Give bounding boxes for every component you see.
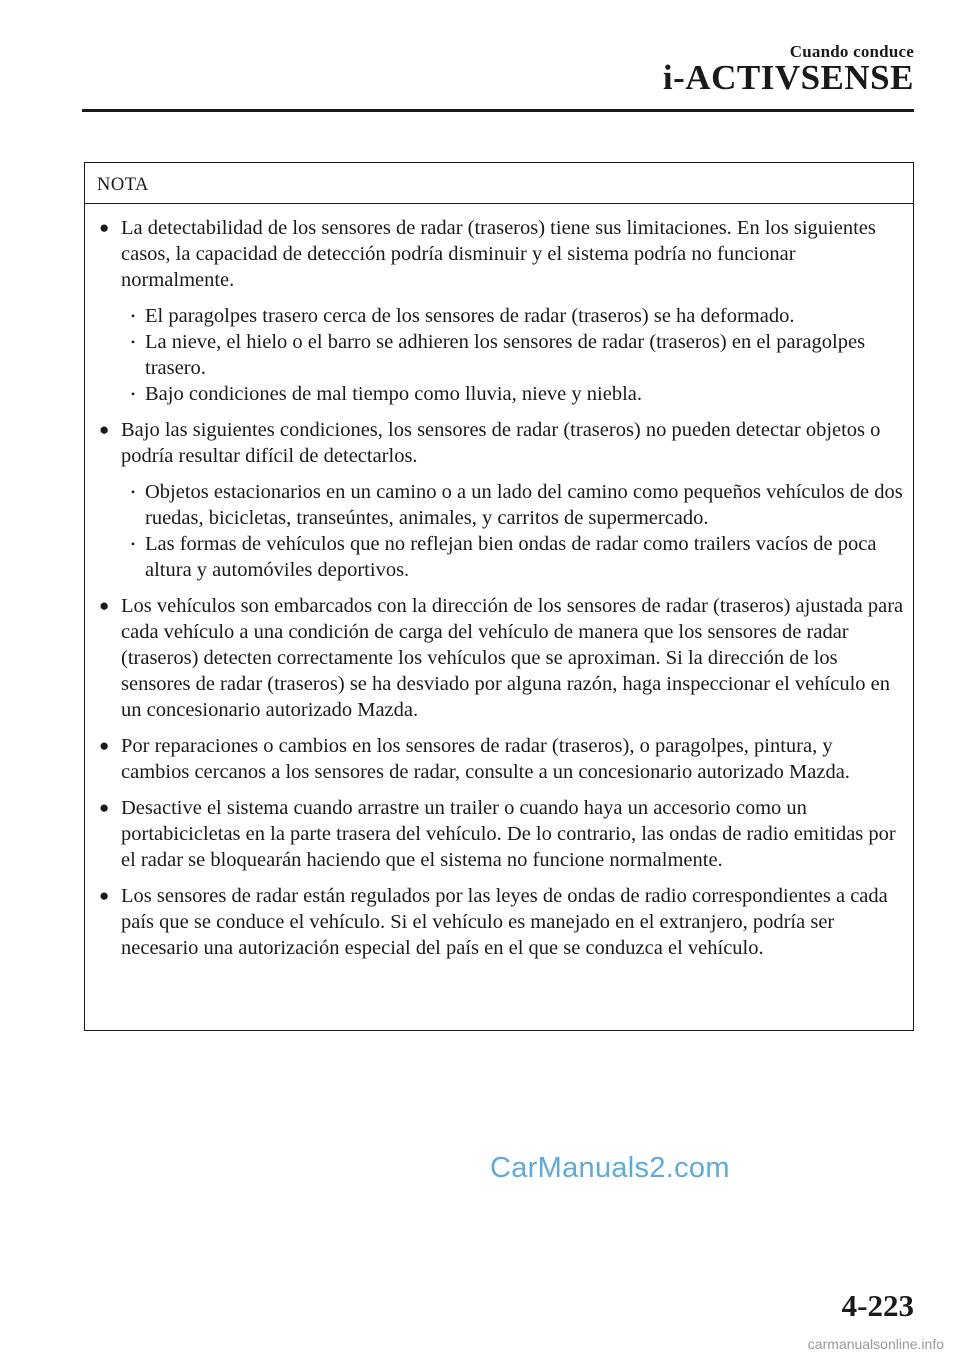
sub-item	[121, 531, 905, 583]
bullet-icon: ●	[99, 736, 110, 755]
sub-item-text: Las formas de vehículos que no reflejan bien ondas de radar como trailers vacíos de poca altura y automóviles deportivos.	[145, 533, 877, 581]
sub-bullet-icon: •	[130, 387, 136, 401]
note-item	[99, 795, 905, 873]
bullet-icon: ●	[99, 798, 110, 817]
section-title: Cuando conduce	[789, 42, 914, 61]
note-item-text: Los sensores de radar están regulados por las leyes de ondas de radio correspondientes a cada país que se conduce el vehículo. Si el vehículo es manejado en el extranjero, podría ser necesario una autorización especial del país en el que se conduzca el vehículo.	[121, 885, 888, 959]
note-item-text: Desactive el sistema cuando arrastre un trailer o cuando haya un accesorio como un portabicicletas en la parte trasera del vehículo. De lo contrario, las ondas de radio emitidas por el radar se bloquearán haciendo que el sistema no funcione normalmente.	[121, 797, 896, 871]
note-item-content	[121, 733, 905, 785]
footer-site-link[interactable]: carmanualsonline.info	[807, 1336, 944, 1352]
sub-bullet-icon: •	[130, 335, 136, 349]
sub-item-text: La nieve, el hielo o el barro se adhieren los sensores de radar (traseros) en el paragolpes trasero.	[145, 331, 866, 379]
note-body	[99, 215, 905, 971]
sub-item	[121, 329, 905, 381]
note-item-content	[121, 795, 905, 873]
sub-bullet-icon: •	[130, 309, 136, 323]
chapter-title: i-ACTIVSENSE	[662, 58, 914, 97]
sub-item	[121, 381, 905, 407]
sub-list	[121, 303, 905, 407]
sub-item-text: Bajo condiciones de mal tiempo como lluvia, nieve y niebla.	[145, 383, 642, 405]
sub-list	[121, 479, 905, 583]
note-item	[99, 593, 905, 723]
page-number: 4-223	[841, 1288, 914, 1323]
sub-item	[121, 303, 905, 329]
header-rule	[82, 109, 914, 112]
watermark-link[interactable]: CarManuals2.com	[490, 1152, 730, 1184]
bullet-icon: ●	[99, 596, 110, 615]
note-item	[99, 215, 905, 407]
note-item-text: Bajo las siguientes condiciones, los sensores de radar (traseros) no pueden detectar objetos o podría resultar difícil de detectarlos.	[121, 419, 881, 467]
note-item	[99, 883, 905, 961]
bullet-icon: ●	[99, 420, 110, 439]
sub-item-text: Objetos estacionarios en un camino o a un lado del camino como pequeños vehículos de dos ruedas, bicicletas, transeúntes, animales, y carritos de supermercado.	[145, 481, 903, 529]
note-item	[99, 733, 905, 785]
sub-item-text: El paragolpes trasero cerca de los sensores de radar (traseros) se ha deformado.	[145, 305, 795, 327]
bullet-icon: ●	[99, 218, 110, 237]
note-item-text: Por reparaciones o cambios en los sensores de radar (traseros), o paragolpes, pintura, y cambios cercanos a los sensores de radar, consulte a un concesionario autorizado Mazda.	[121, 735, 850, 783]
note-item	[99, 417, 905, 583]
note-box	[84, 162, 914, 1031]
note-item-text: La detectabilidad de los sensores de radar (traseros) tiene sus limitaciones. En los siguientes casos, la capacidad de detección podría disminuir y el sistema podría no funcionar normalmente.	[121, 217, 876, 291]
note-item-content	[121, 215, 905, 407]
note-item-content	[121, 417, 905, 583]
note-item-content	[121, 593, 905, 723]
bullet-icon: ●	[99, 886, 110, 905]
sub-bullet-icon: •	[130, 485, 136, 499]
sub-bullet-icon: •	[130, 537, 136, 551]
note-item-text: Los vehículos son embarcados con la dirección de los sensores de radar (traseros) ajustada para cada vehículo a una condición de carga del vehículo de manera que los sensores de radar (traseros) detecten correctamente los vehículos que se aproximan. Si la dirección de los sensores de radar (traseros) se ha desviado por alguna razón, haga inspeccionar el vehículo en un concesionario autorizado Mazda.	[121, 595, 904, 721]
note-item-content	[121, 883, 905, 961]
sub-item	[121, 479, 905, 531]
note-divider	[85, 203, 913, 204]
note-title: NOTA	[97, 175, 149, 195]
